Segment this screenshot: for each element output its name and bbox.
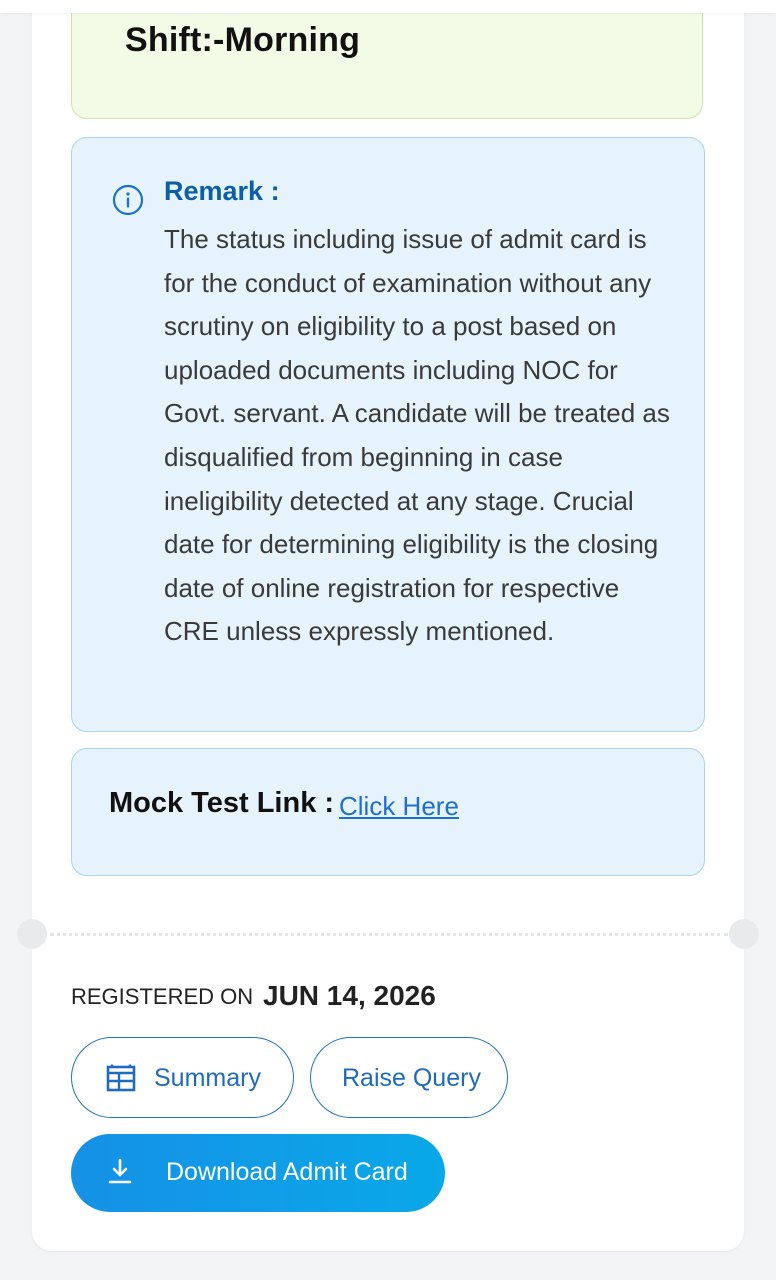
- mock-test-link[interactable]: Click Here: [339, 791, 459, 821]
- remark-box: [71, 137, 705, 732]
- top-app-bar: [0, 0, 776, 13]
- remark-text: The status including issue of admit card is for the conduct of examination without any scrutiny on eligibility to a post based on uploaded documents including NOC for Govt. servant. A candidate will be treated as disqualified from beginning in case ineligibility detected at any stage. Crucial date for determining eligibility is the closing date of online registration for respective CRE unless expressly mentioned.: [164, 224, 670, 647]
- summary-table-icon: [106, 1064, 136, 1092]
- summary-button[interactable]: [71, 1037, 294, 1118]
- registered-on-label: REGISTERED ON: [71, 984, 254, 1009]
- ticket-notch-right: [729, 919, 759, 949]
- download-icon: [107, 1158, 133, 1186]
- info-icon: [112, 184, 144, 216]
- mock-test-label: Mock Test Link :: [109, 787, 335, 819]
- download-admit-card-button[interactable]: [71, 1134, 445, 1212]
- raise-query-button[interactable]: [310, 1037, 508, 1118]
- summary-label: Summary: [154, 1064, 261, 1092]
- ticket-notch-left: [17, 919, 47, 949]
- remark-title: Remark :: [164, 176, 280, 206]
- registered-date: JUN 14, 2026: [263, 980, 436, 1011]
- raise-query-label: Raise Query: [342, 1064, 481, 1092]
- download-label: Download Admit Card: [166, 1158, 408, 1186]
- mock-test-box: [71, 748, 705, 876]
- shift-label: Shift:-Morning: [125, 21, 361, 59]
- shift-info-box: [71, 0, 703, 119]
- dotted-divider: [50, 933, 728, 936]
